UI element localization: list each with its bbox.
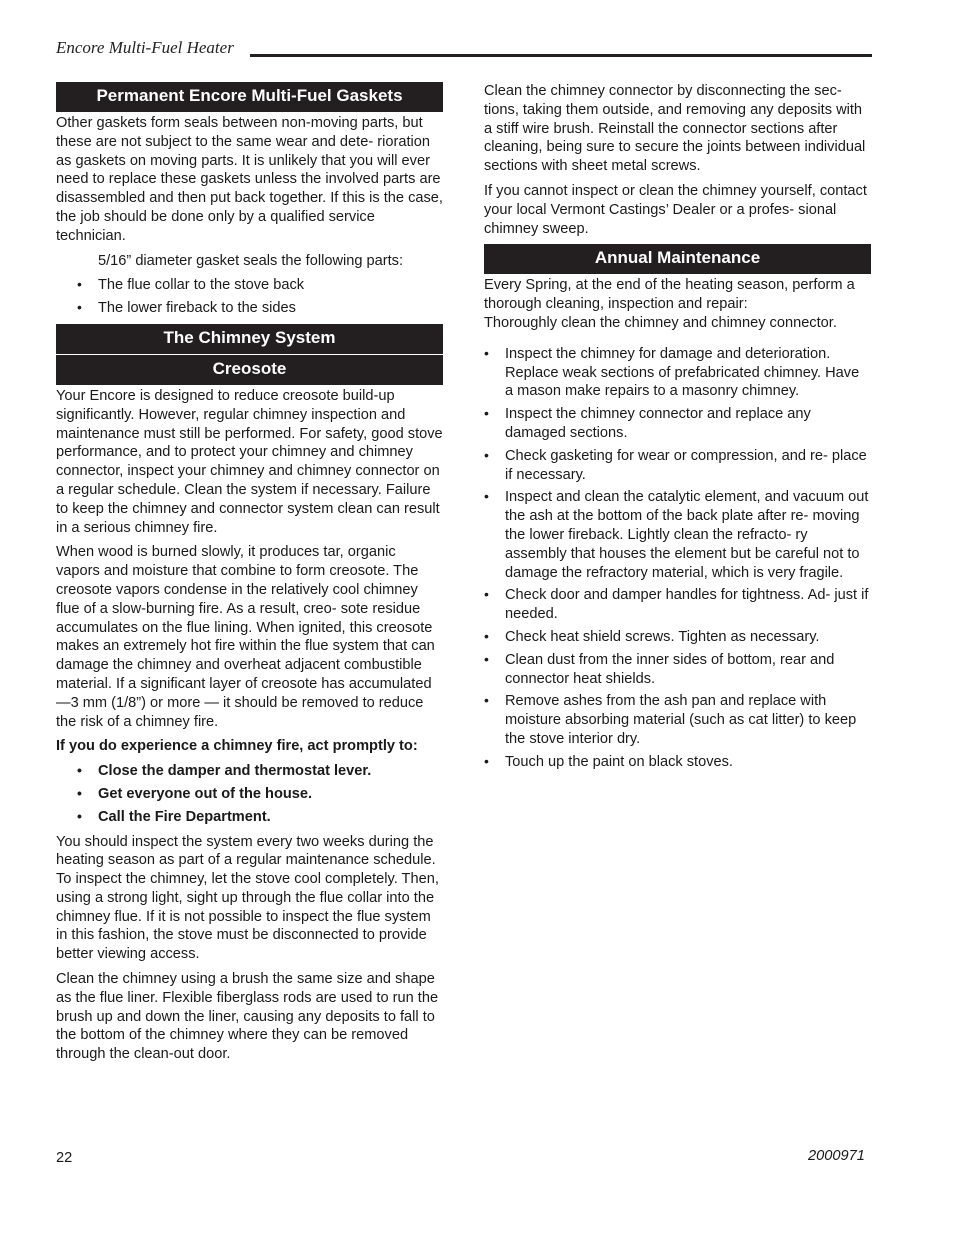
list-item: • Get everyone out of the house. <box>77 784 313 802</box>
list-item: • Touch up the paint on black stoves. <box>484 752 733 770</box>
connector-cleaning-paragraph: Clean the chimney connector by disconnecting the sec- tions, taking them outside, and removing any deposits with a stiff wire brush. Reinstall the connector sections after cleaning, being sure to secure the joints between individual sections with sheet metal screws. <box>484 83 866 175</box>
subsection-heading-creosote: Creosote <box>56 355 443 385</box>
list-item: • Remove ashes from the ash pan and replace with moisture absorbing material (such as cat litter) to keep the stove interior dry. <box>484 692 857 747</box>
list-item: • Call the Fire Department. <box>77 807 271 825</box>
section-heading-annual-maintenance: Annual Maintenance <box>484 244 871 274</box>
right-column <box>484 82 871 778</box>
list-item: • The lower fireback to the sides <box>77 299 296 317</box>
chimney-fire-steps-list <box>56 762 443 826</box>
annual-intro-paragraph: Every Spring, at the end of the heating season, perform a thorough cleaning, inspection and repair: <box>484 277 855 313</box>
list-item: • Check gasketing for wear or compression, and re- place if necessary. <box>484 446 867 483</box>
inspection-paragraph: You should inspect the system every two weeks during the heating season as part of a regular maintenance schedule. To inspect the chimney, let the stove cool completely. Then, using a strong light, sight up through the flue collar into the chimney flue. If it is not possible to inspect the flue system in this fashion, the stove must be disconnected to provide better viewing access. <box>56 833 439 963</box>
annual-maintenance-list <box>484 345 871 772</box>
list-item: • Check heat shield screws. Tighten as necessary. <box>484 627 820 645</box>
left-column <box>56 82 443 1070</box>
gaskets-paragraph: Other gaskets form seals between non-moving parts, but these are not subject to the same wear and dete- rioration as gaskets on moving parts. It is unlikely that you will ever need to replace these gaskets unless the involved parts are disassembled and then put back together. If this is the case, the job should be done only by a qualified service technician. <box>56 115 443 244</box>
list-item: • Check door and damper handles for tightness. Ad- just if needed. <box>484 586 869 623</box>
list-item: • Inspect the chimney for damage and deterioration. Replace weak sections of prefabricated chimney. Have a mason make repairs to a masonry chimney. <box>484 344 860 400</box>
dealer-contact-paragraph: If you cannot inspect or clean the chimney yourself, contact your local Vermont Castings’ Dealer or a profes- sional chimney sweep. <box>484 182 867 237</box>
list-item: • Clean dust from the inner sides of bottom, rear and connector heat shields. <box>484 650 835 687</box>
chimney-heading-group <box>56 324 443 385</box>
gasket-parts-list <box>56 276 443 318</box>
list-item: • Inspect and clean the catalytic element, and vacuum out the ash at the bottom of the back plate after re- moving the lower fireback. Lightly clean the refracto- ry assembly that houses the element but be careful not to damage the refractory material, which is very fragile. <box>484 488 869 581</box>
document-number: 2000971 <box>808 1148 865 1164</box>
gasket-seals-intro: 5/16” diameter gasket seals the following parts: <box>98 252 404 269</box>
list-item: • The flue collar to the stove back <box>77 276 305 294</box>
section-heading-chimney-system: The Chimney System <box>56 324 443 355</box>
page-number: 22 <box>56 1150 73 1166</box>
cleaning-paragraph: Clean the chimney using a brush the same size and shape as the flue liner. Flexible fiberglass rods are used to run the brush up and down the liner, causing any deposits to fall to the bottom of the chimney where they can be removed through the clean-out door. <box>56 971 439 1063</box>
section-heading-gaskets: Permanent Encore Multi-Fuel Gaskets <box>56 82 443 112</box>
list-item: • Close the damper and thermostat lever. <box>77 762 372 780</box>
creosote-paragraph-1: Your Encore is designed to reduce creosote build-up significantly. However, regular chimney inspection and maintenance must still be performed. For safety, good stove performance, and to protect your chimney and chimney connector, inspect your chimney and chimney connector on a regular schedule. Clean the system if necessary. Failure to keep the chimney and connector system clean can result in a serious chimney fire. <box>56 387 443 536</box>
list-item: • Inspect the chimney connector and replace any damaged sections. <box>484 405 811 441</box>
chimney-fire-warning: If you do experience a chimney fire, act promptly to: <box>56 738 418 755</box>
annual-clean-paragraph: Thoroughly clean the chimney and chimney connector. <box>484 314 837 331</box>
header-rule <box>250 54 872 57</box>
running-header-title: Encore Multi-Fuel Heater <box>56 38 234 57</box>
creosote-paragraph-2: When wood is burned slowly, it produces tar, organic vapors and moisture that combine to form creosote. The creosote vapors condense in the relatively cool chimney flue of a slow-burning fire. As a result, creo- sote residue accumulates on the flue lining. When ignited, this creosote makes an extremely hot fire within the flue system that can damage the chimney and overheat adjacent combustible material. If a significant layer of creosote has accumulated —3 mm (1/8”) or more — it should be removed to reduce the risk of a chimney fire. <box>56 544 435 730</box>
